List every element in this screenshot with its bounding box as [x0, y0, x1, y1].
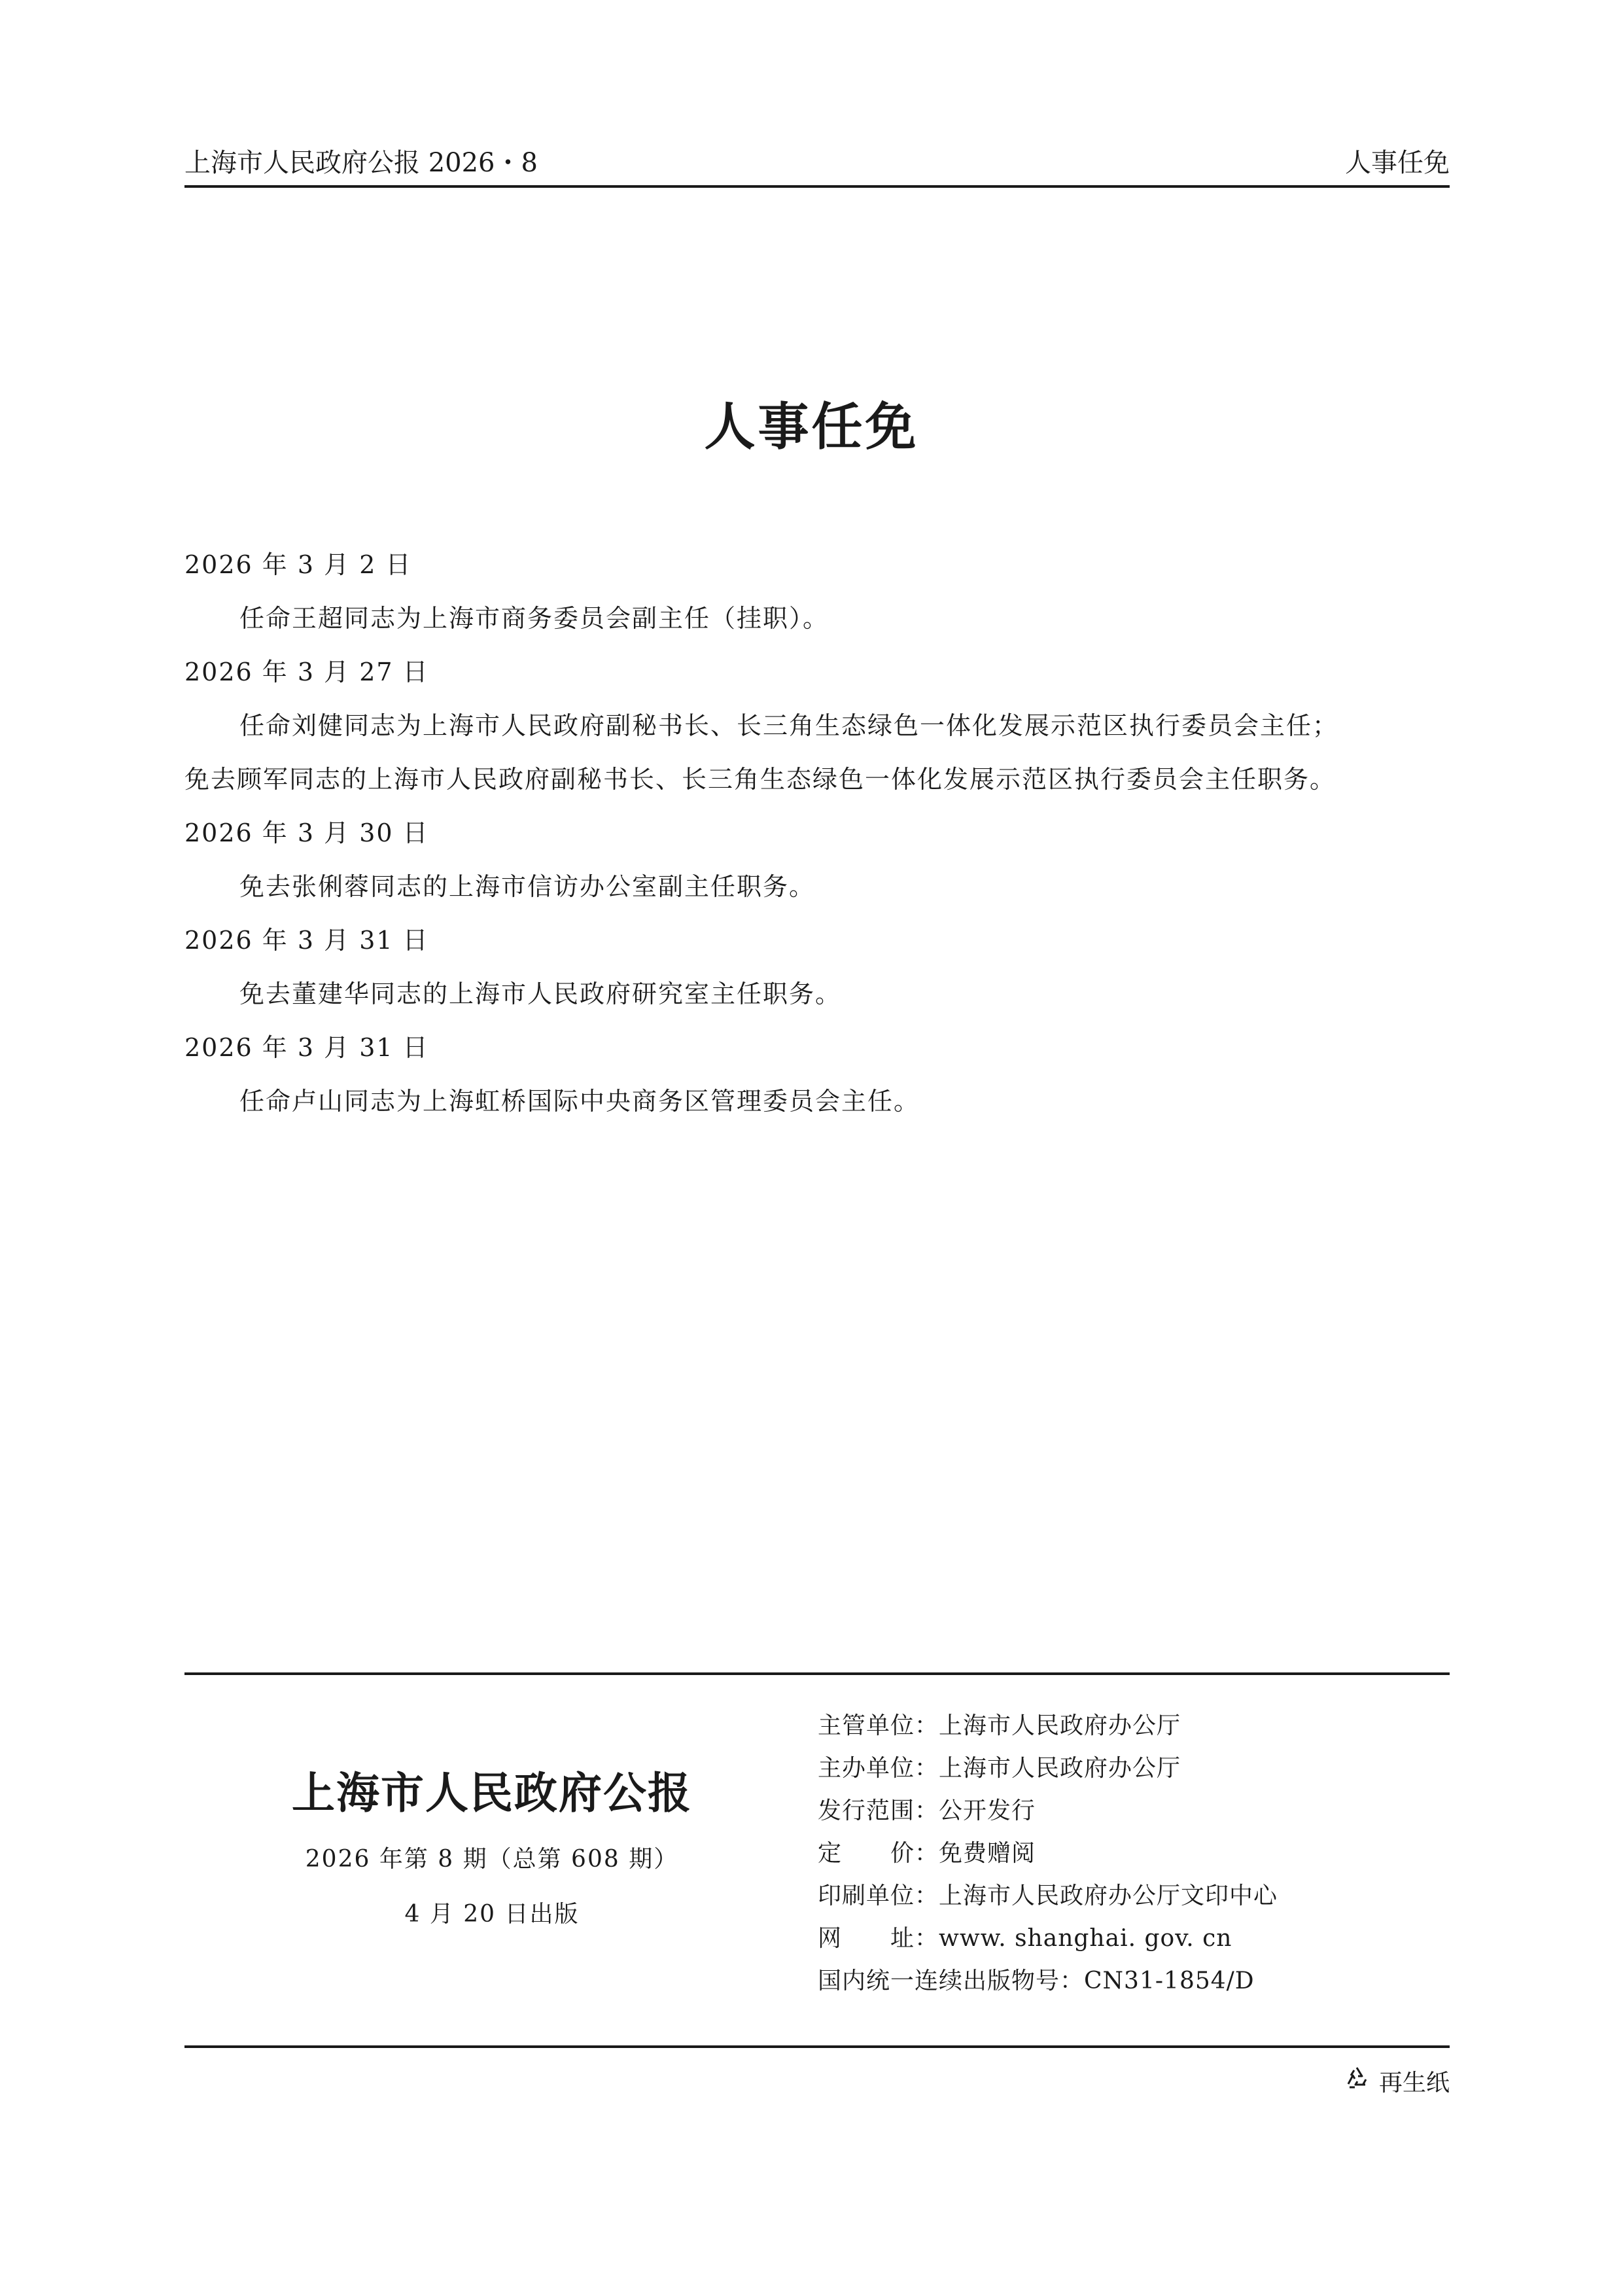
appointment-entry [184, 645, 1450, 806]
colophon-bottom-rule [184, 2045, 1450, 2048]
info-value: 上海市人民政府办公厅文印中心 [939, 1882, 1278, 1909]
info-value: www. shanghai. gov. cn [939, 1925, 1232, 1952]
info-label: 定 价： [818, 1840, 939, 1867]
info-row-price [818, 1832, 1446, 1875]
running-header [184, 137, 1450, 183]
info-label: 主办单位： [818, 1755, 939, 1782]
info-label: 国内统一连续出版物号： [818, 1968, 1085, 1994]
info-row-printer [818, 1875, 1446, 1917]
recycle-icon [1344, 2065, 1370, 2097]
header-publication: 上海市人民政府公报 2026・8 [184, 147, 538, 178]
info-value: CN31-1854/D [1084, 1968, 1255, 1994]
entry-date: 2026 年 3 月 30 日 [184, 819, 429, 847]
entry-text: 免去张俐蓉同志的上海市信访办公室副主任职务。 [239, 872, 816, 901]
recycled-paper-mark [1344, 2061, 1450, 2100]
info-value: 免费赠阅 [939, 1840, 1036, 1867]
publication-name: 上海市人民政府公报 [292, 1767, 692, 1818]
publication-block [184, 1760, 799, 1942]
appointment-entry [184, 806, 1450, 913]
publication-info [818, 1704, 1446, 2002]
info-row-supervisor [818, 1704, 1446, 1747]
info-value: 上海市人民政府办公厅 [939, 1712, 1181, 1739]
entry-text: 任命卢山同志为上海虹桥国际中央商务区管理委员会主任。 [239, 1087, 920, 1116]
publish-date: 4 月 20 日出版 [404, 1901, 580, 1928]
appointment-list [184, 538, 1450, 1128]
info-label: 网 址： [818, 1925, 939, 1952]
info-value: 上海市人民政府办公厅 [939, 1755, 1181, 1782]
entry-text: 免去董建华同志的上海市人民政府研究室主任职务。 [239, 980, 842, 1008]
appointment-entry [184, 1021, 1450, 1128]
info-label: 发行范围： [818, 1797, 939, 1824]
entry-text-continuation: 免去顾军同志的上海市人民政府副秘书长、长三角生态绿色一体化发展示范区执行委员会主任职务。 [184, 765, 1336, 794]
info-row-distribution [818, 1790, 1446, 1832]
issue-number: 2026 年第 8 期（总第 608 期） [305, 1846, 679, 1873]
recycled-paper-label: 再生纸 [1378, 2069, 1450, 2096]
info-row-sponsor [818, 1747, 1446, 1790]
entry-date: 2026 年 3 月 31 日 [184, 1033, 429, 1062]
page-title: 人事任免 [704, 397, 919, 457]
header-rule [184, 185, 1450, 188]
appointment-entry [184, 538, 1450, 645]
entry-date: 2026 年 3 月 27 日 [184, 658, 429, 686]
colophon-top-rule [184, 1672, 1450, 1675]
entry-text: 任命王超同志为上海市商务委员会副主任（挂职）。 [239, 604, 829, 633]
entry-date: 2026 年 3 月 31 日 [184, 926, 429, 955]
appointment-entry [184, 913, 1450, 1021]
info-value: 公开发行 [939, 1797, 1036, 1824]
info-row-serial-number [818, 1960, 1446, 2002]
info-label: 印刷单位： [818, 1882, 939, 1909]
info-row-website [818, 1917, 1446, 1960]
entry-text: 任命刘健同志为上海市人民政府副秘书长、长三角生态绿色一体化发展示范区执行委员会主任； [239, 711, 1339, 740]
entry-date: 2026 年 3 月 2 日 [184, 550, 412, 579]
header-section: 人事任免 [1345, 147, 1450, 178]
info-label: 主管单位： [818, 1712, 939, 1739]
